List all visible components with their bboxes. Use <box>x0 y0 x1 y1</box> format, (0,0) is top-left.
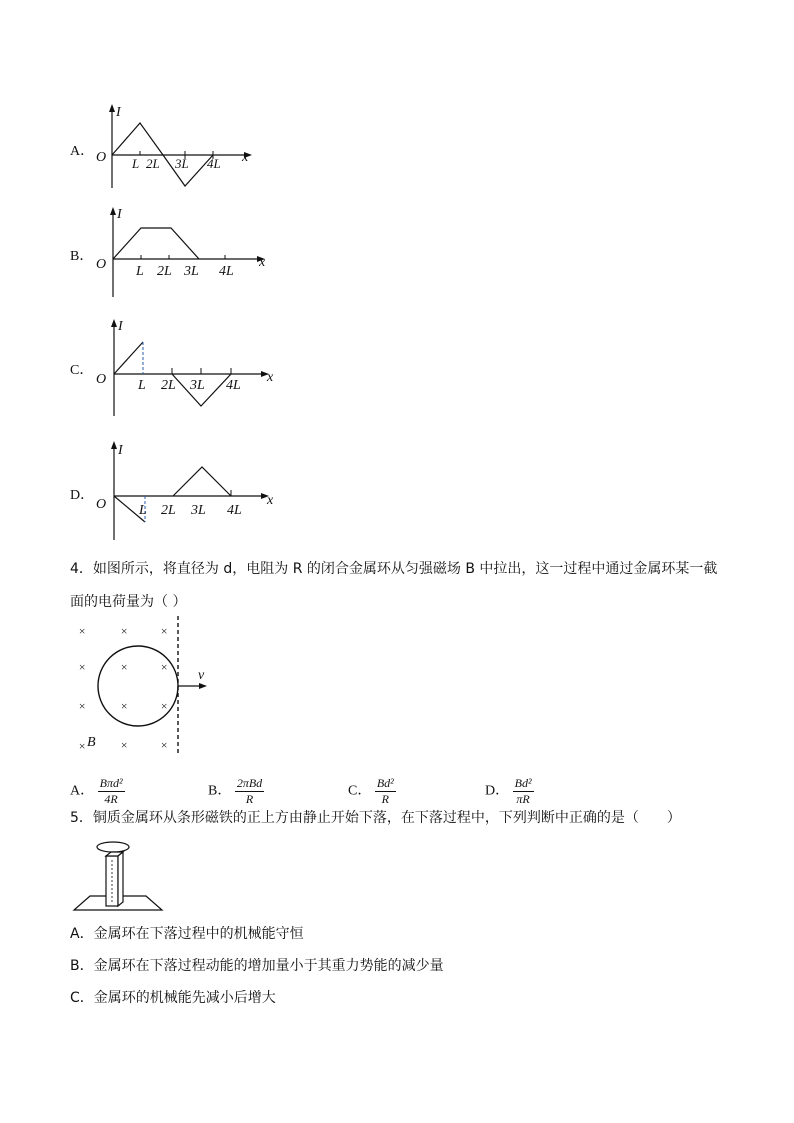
q4-stem-line2: 面的电荷量为（ ） <box>70 594 187 610</box>
svg-text:3L: 3L <box>175 156 189 171</box>
q4-option-b[interactable]: B． $\frac{\text{2πBd}}{R}$ <box>208 776 263 806</box>
svg-text:I: I <box>117 207 122 222</box>
svg-text:I: I <box>118 319 123 334</box>
svg-text:x: x <box>259 255 266 270</box>
graph-c <box>95 316 280 418</box>
svg-text:O: O <box>96 497 107 512</box>
svg-text:4L: 4L <box>226 378 241 393</box>
svg-text:2L: 2L <box>161 378 176 393</box>
svg-text:x: x <box>267 493 274 508</box>
graph-b <box>95 202 275 300</box>
svg-text:4L: 4L <box>207 156 221 171</box>
option-b-label: B． <box>70 249 94 264</box>
svg-text:v: v <box>198 668 205 683</box>
svg-text:4L: 4L <box>219 264 234 279</box>
q5-option-b[interactable]: B．金属环在下落过程动能的增加量小于其重力势能的减少量 <box>70 958 444 974</box>
q4-option-c[interactable]: C． $\frac{\text{Bd²}}{R}$ <box>348 776 394 806</box>
svg-text:×: × <box>160 738 169 752</box>
q5-stem: 5．铜质金属环从条形磁铁的正上方由静止开始下落，在下落过程中，下列判断中正确的是（ ） <box>70 810 681 826</box>
svg-text:O: O <box>96 257 107 272</box>
svg-text:I: I <box>116 105 121 120</box>
svg-text:2L: 2L <box>146 156 160 171</box>
svg-text:×: × <box>160 624 169 638</box>
q5-option-a[interactable]: A．金属环在下落过程中的机械能守恒 <box>70 926 304 942</box>
option-a-label: A． <box>70 144 95 159</box>
graph-a <box>95 100 265 192</box>
svg-text:3L: 3L <box>191 503 206 518</box>
cross-mark: × <box>78 624 87 638</box>
q4-option-d[interactable]: D． $\frac{\text{Bd²}}{\pi R}$ <box>485 776 532 806</box>
svg-text:x: x <box>242 150 249 165</box>
svg-text:x: x <box>267 370 274 385</box>
svg-text:×: × <box>120 624 129 638</box>
svg-text:I: I <box>118 443 123 458</box>
svg-text:4L: 4L <box>227 503 242 518</box>
svg-text:×: × <box>78 660 87 674</box>
svg-text:3L: 3L <box>190 378 205 393</box>
q5-magnet-figure <box>70 838 170 914</box>
svg-text:×: × <box>160 699 169 713</box>
svg-text:B: B <box>87 735 96 750</box>
svg-text:×: × <box>78 739 87 753</box>
q4-option-a[interactable]: A． $\frac{\text{Bπd²}}{4R}$ <box>70 776 123 806</box>
svg-text:L: L <box>138 378 146 393</box>
q4-stem-line1: 4．如图所示，将直径为 d，电阻为 R 的闭合金属环从匀强磁场 B 中拉出，这一过程中通过金属环某一截 <box>70 561 718 577</box>
q4-figure <box>70 616 230 756</box>
svg-text:L: L <box>132 156 140 171</box>
svg-text:2L: 2L <box>157 264 172 279</box>
option-d-label: D． <box>70 488 95 503</box>
svg-text:×: × <box>120 699 129 713</box>
svg-text:×: × <box>120 738 129 752</box>
graph-d <box>95 436 280 544</box>
option-c-label: C． <box>70 363 94 378</box>
svg-text:3L: 3L <box>184 264 199 279</box>
svg-text:O: O <box>96 150 107 165</box>
svg-text:×: × <box>120 660 129 674</box>
svg-text:2L: 2L <box>161 503 176 518</box>
svg-text:L: L <box>136 264 144 279</box>
svg-text:O: O <box>96 372 107 387</box>
q4-options <box>70 764 670 804</box>
q5-option-c[interactable]: C．金属环的机械能先减小后增大 <box>70 990 276 1006</box>
svg-text:×: × <box>160 660 169 674</box>
svg-text:×: × <box>78 699 87 713</box>
svg-text:L: L <box>139 503 147 518</box>
